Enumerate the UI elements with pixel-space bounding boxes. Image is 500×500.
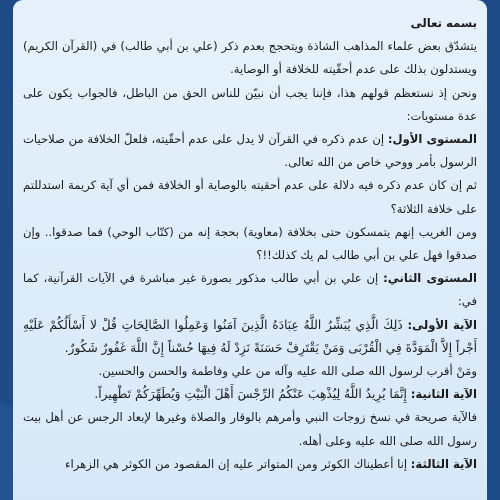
paragraph-text: إنا أعطيناك الكوثر ومن المتواتر عليه إن المقصود من الكوثر هي الزهراء [65, 456, 411, 471]
paragraph-text: ونحن إذ نستعظم قولهم هذا، فإننا يجب أن نبيّن للناس الحق من الباطل، فالجواب يكون على عدة مستويات: [23, 85, 477, 123]
level-heading: الآية الثانية: [410, 387, 477, 402]
document-body [23, 12, 477, 476]
paragraph [23, 383, 477, 406]
paragraph [23, 221, 477, 267]
level-heading: المستوى الأول: [387, 132, 477, 147]
paragraph [23, 314, 477, 360]
paragraph [23, 267, 477, 313]
paragraph [23, 35, 477, 81]
paragraph-text: فالآية صريحة في نسخ زوجات النبي وأمرهم بالوقار والصلاة وغيرها لإبعاد الرجس عن أهل بيت رسول الله صلى الله عليه وعلى أهله. [23, 410, 477, 448]
paragraph [23, 128, 477, 174]
verse-text: إِنَّمَا يُرِيدُ اللَّهُ لِيُذْهِبَ عَنْكُمُ الرِّجْسَ أَهْلَ الْبَيْتِ وَيُطَهِّرَكُمْ تَطْهِيراً. [94, 387, 411, 402]
paragraph-text: إن عدم ذكره في القرآن لا يدل على عدم أحقّيته، فلعلّ الخلافة من صلاحيات الرسول بأمر ووحي خاص من الله تعالى. [23, 132, 477, 170]
document-title: بسمه تعالى [410, 16, 477, 30]
paragraph-text: ومن الغريب إنهم يتمسكون حتى بخلافة (معاوية) بحجة إنه من (كتّاب الوحي) فما صدقوا.. وإن صدقوا فهل علي بن أبي طالب لم يك كذلك!!؟ [23, 224, 477, 263]
paragraph [23, 360, 477, 383]
level-heading: الآية الثالثة: [410, 456, 477, 471]
paragraph [23, 453, 477, 476]
paragraph [23, 174, 477, 220]
paragraph-list [23, 35, 477, 476]
paragraph-text: ومَنْ أقرب لرسول الله صلى الله عليه وآله من علي وفاطمة والحسن والحسين. [98, 364, 477, 379]
level-heading: المستوى الثاني: [383, 271, 477, 286]
paragraph-text: يتشدّق بعض علماء المذاهب الشاذة ويتحجج بعدم ذكر (علي بن أبي طالب) في (القرآن الكريم) ويستدلون بذلك على عدم أحقّيته للخلافة أو الوصاية. [23, 39, 477, 77]
verse-text: ذَلِكَ الَّذِي يُبَشِّرُ اللَّهُ عِبَادَهُ الَّذِينَ آمَنُوا وَعَمِلُوا الصَّالِحَاتِ قُلْ لا أَسْأَلُكُمْ عَلَيْهِ أَجْراً إِلاَّ الْمَوَدَّةَ فِي الْقُرْبَى وَمَنْ يَقْتَرِفْ حَسَنَةً نَزِدْ لَهُ فِيهَا حُسْناً إِنَّ اللَّهَ غَفُورٌ شَكُورٌ. [23, 317, 477, 355]
paragraph-text: ثم إن كان عدم ذكره فيه دلالة على عدم أحقيته بالوصاية أو الخلافة فمن أي آية كريمة استدللتم على خلافة الثلاثة؟ [23, 178, 477, 216]
paragraph [23, 82, 477, 128]
paragraph [23, 406, 477, 452]
paragraph-text: إن علي بن أبي طالب مذكور بصورة غير مباشرة في الآيات القرآنية، كما في: [23, 271, 477, 309]
level-heading: الآية الأولى: [407, 317, 477, 332]
document-card [13, 0, 487, 500]
